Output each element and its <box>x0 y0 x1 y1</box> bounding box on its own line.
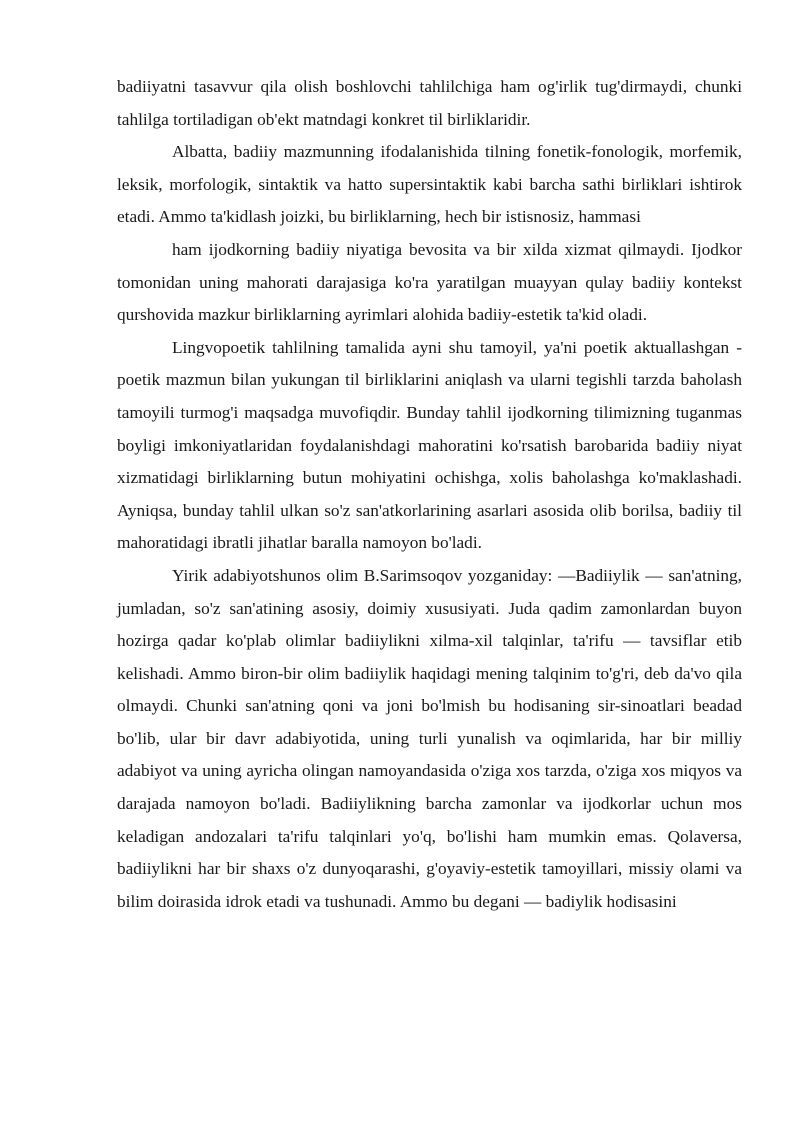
paragraph-2: Albatta, badiiy mazmunning ifodalanishida tilning fonetik-fonologik, morfemik, leksik, morfologik, sintaktik va hatto supersintaktik kabi barcha sathi birliklari ishtirok etadi. Ammo ta'kidlash joizki, bu birliklarning, hech bir istisnosiz, hammasi <box>117 142 742 227</box>
document-body <box>117 71 742 918</box>
paragraph-4: Lingvopoetik tahlilning tamalida ayni shu tamoyil, ya'ni poetik aktuallashgan -poetik mazmun bilan yukungan til birliklarini aniqlash va ularni tegishli tarzda baholash tamoyili turmog'i maqsadga muvofiqdir. Bunday tahlil ijodkorning tilimizning tuganmas boyligi imkoniyatlaridan foydalanishdagi mahoratini ko'rsatish barobarida badiiy niyat xizmatidagi birliklarning butun mohiyatini ochishga, xolis baholashga ko'maklashadi. Ayniqsa, bunday tahlil ulkan so'z san'atkorlarining asarlari asosida olib borilsa, badiiy til mahoratidagi ibratli jihatlar baralla namoyon bo'ladi. <box>117 337 742 553</box>
paragraph-3: ham ijodkorning badiiy niyatiga bevosita va bir xilda xizmat qilmaydi. Ijodkor tomonidan uning mahorati darajasiga ko'ra yaratilgan muayyan qulay badiiy kontekst qurshovida mazkur birliklarning ayrimlari alohida badiiy-estetik ta'kid oladi. <box>117 239 742 325</box>
paragraph-1: badiiyatni tasavvur qila olish boshlovchi tahlilchiga ham og'irlik tug'dirmaydi, chunki tahlilga tortiladigan ob'ekt matndagi konkret til birliklaridir. <box>117 77 742 129</box>
paragraph-5: Yirik adabiyotshunos olim B.Sarimsoqov yozganiday: —Badiiylik — san'atning, jumladan, so'z san'atining asosiy, doimiy xususiyati. Juda qadim zamonlardan buyon hozirga qadar ko'plab olimlar badiiylikni xilma-xil talqinlar, ta'rifu — tavsiflar etib kelishadi. Ammo biron-bir olim badiiylik haqidagi mening talqinim to'g'ri, deb da'vo qila olmaydi. Chunki san'atning qoni va joni bo'lmish bu hodisaning sir-sinoatlari beadad bo'lib, ular bir davr adabiyotida, uning turli yunalish va oqimlarida, har bir milliy adabiyot va uning ayricha olingan namoyandasida o'ziga xos tarzda, o'ziga xos miqyos va darajada namoyon bo'ladi. Badiiylikning barcha zamonlar va ijodkorlar uchun mos keladigan andozalari ta'rifu talqinlari yo'q, bo'lishi ham mumkin emas. Qolaversa, badiiylikni har bir shaxs o'z dunyoqarashi, g'oyaviy-estetik tamoyillari, missiy olami va bilim doirasida idrok etadi va tushunadi. Ammo bu degani — badiylik hodisasini <box>117 565 742 911</box>
